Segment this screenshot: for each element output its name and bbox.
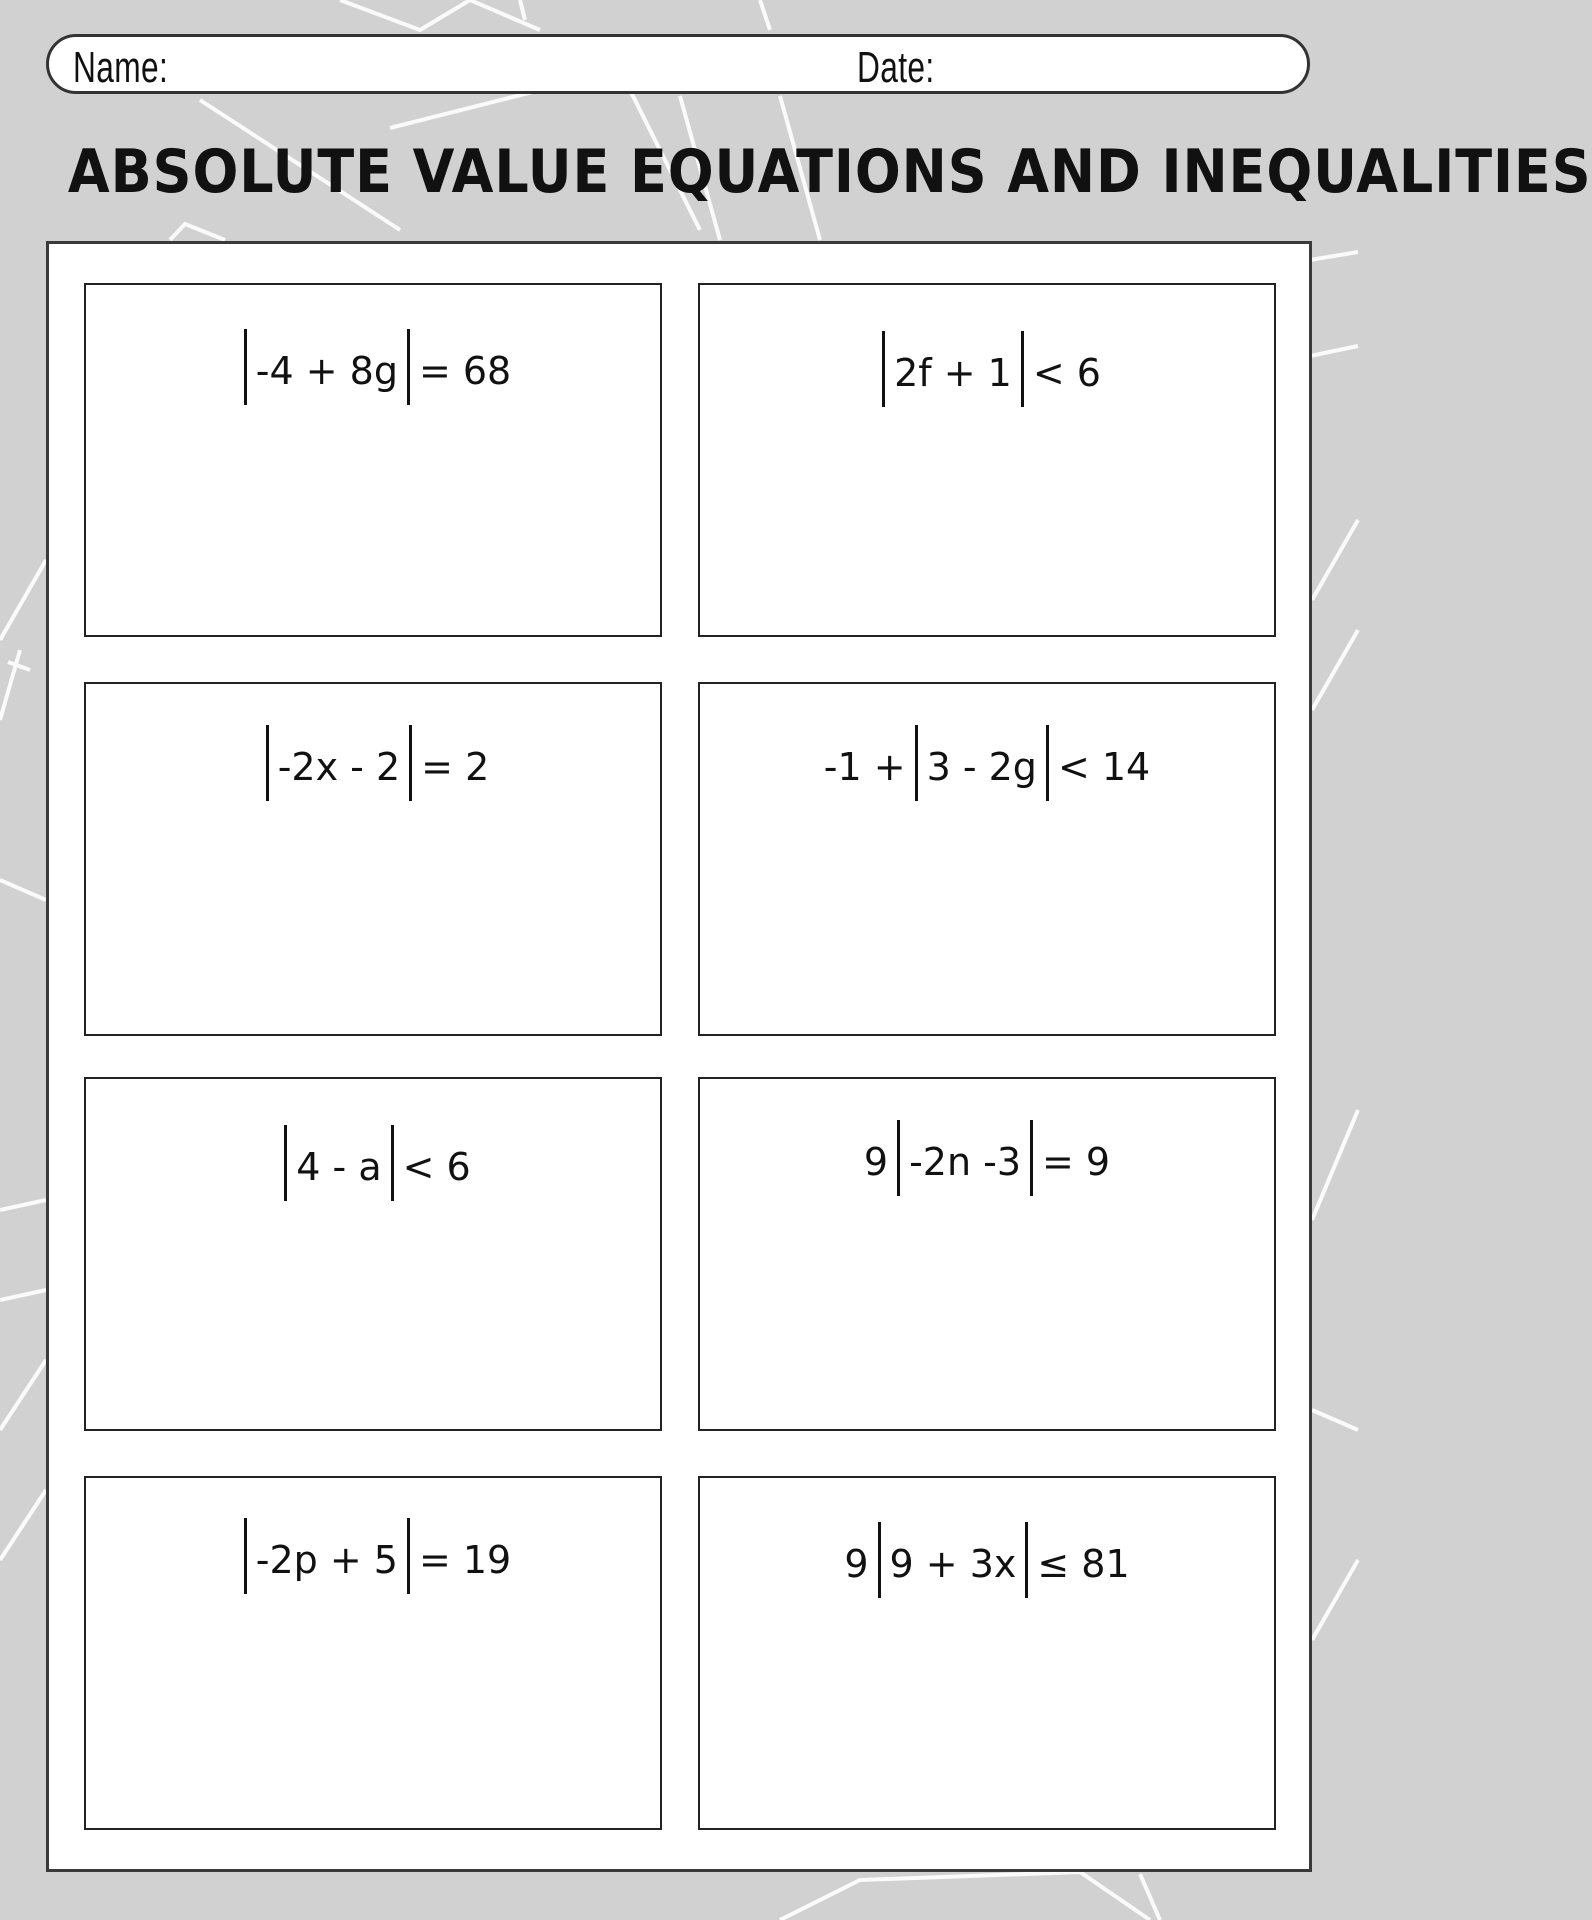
expression-suffix: = 2: [421, 745, 490, 789]
problem-box-4[interactable]: [698, 682, 1276, 1036]
absolute-bar-left: [244, 1518, 247, 1594]
expression-inner: -4 + 8g: [255, 349, 398, 393]
problem-box-5[interactable]: [84, 1077, 662, 1431]
absolute-bar-left: [897, 1120, 900, 1196]
expression: [86, 729, 660, 805]
expression-suffix: = 68: [418, 349, 512, 393]
expression: [700, 335, 1274, 411]
absolute-bar-left: [915, 725, 918, 801]
absolute-bar-left: [266, 725, 269, 801]
date-label: Date:: [857, 43, 935, 92]
expression: [86, 1129, 660, 1205]
problem-sheet: [46, 241, 1312, 1872]
expression-suffix: ≤ 81: [1037, 1542, 1130, 1586]
expression: [86, 1522, 660, 1598]
absolute-bar-left: [882, 331, 885, 407]
expression-inner: 9 + 3x: [889, 1542, 1017, 1586]
name-label: Name:: [73, 43, 169, 92]
problem-box-2[interactable]: [698, 283, 1276, 637]
expression-inner: 4 - a: [296, 1145, 382, 1189]
expression-suffix: < 6: [402, 1145, 471, 1189]
expression-prefix: 9: [863, 1140, 889, 1184]
name-date-bar: [46, 34, 1310, 94]
absolute-bar-right: [1046, 725, 1049, 801]
expression-inner: 3 - 2g: [926, 745, 1037, 789]
worksheet-title: ABSOLUTE VALUE EQUATIONS AND INEQUALITIES: [67, 137, 1592, 207]
absolute-bar-right: [1021, 331, 1024, 407]
expression: [86, 333, 660, 409]
problem-box-3[interactable]: [84, 682, 662, 1036]
absolute-bar-right: [1030, 1120, 1033, 1196]
absolute-bar-left: [244, 329, 247, 405]
absolute-bar-right: [407, 1518, 410, 1594]
expression-suffix: < 14: [1057, 745, 1151, 789]
absolute-bar-left: [284, 1125, 287, 1201]
problem-box-7[interactable]: [84, 1476, 662, 1830]
expression-prefix: -1 +: [823, 745, 906, 789]
absolute-bar-right: [407, 329, 410, 405]
expression-inner: -2x - 2: [277, 745, 401, 789]
absolute-bar-right: [409, 725, 412, 801]
expression: [700, 1124, 1274, 1200]
problem-box-8[interactable]: [698, 1476, 1276, 1830]
absolute-bar-left: [878, 1522, 881, 1598]
absolute-bar-right: [391, 1125, 394, 1201]
expression-inner: -2p + 5: [255, 1538, 398, 1582]
expression-prefix: 9: [844, 1542, 869, 1586]
expression: [700, 1526, 1274, 1602]
problem-box-1[interactable]: [84, 283, 662, 637]
expression: [700, 729, 1274, 805]
expression-inner: 2f + 1: [894, 351, 1012, 395]
expression-suffix: = 9: [1042, 1140, 1111, 1184]
problem-box-6[interactable]: [698, 1077, 1276, 1431]
expression-suffix: = 19: [418, 1538, 512, 1582]
expression-inner: -2n -3: [909, 1140, 1022, 1184]
absolute-bar-right: [1025, 1522, 1028, 1598]
expression-suffix: < 6: [1032, 351, 1101, 395]
